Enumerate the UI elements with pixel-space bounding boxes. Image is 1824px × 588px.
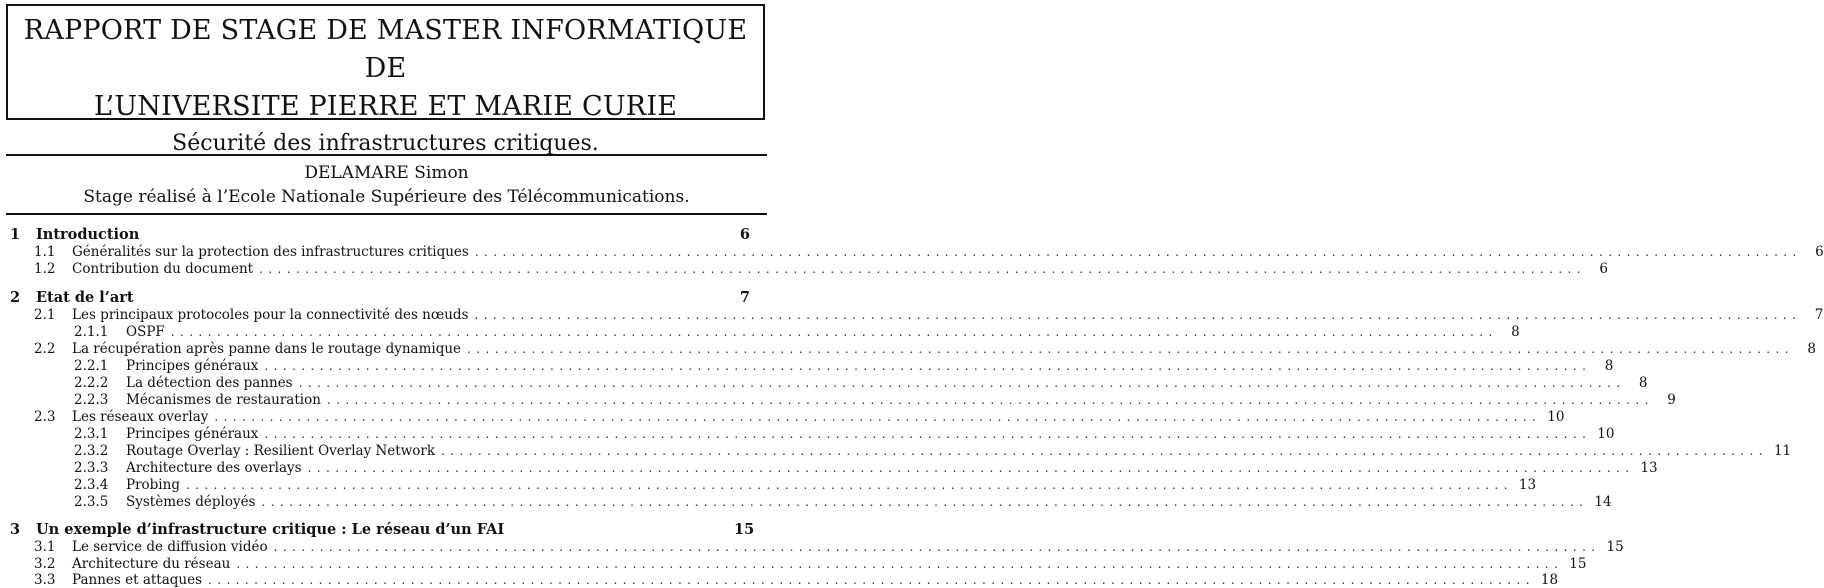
toc-page: 11 [1773, 443, 1792, 459]
leader-dots: ................................................................................................................................................ [214, 410, 1542, 424]
toc-number: 2.3.1 [74, 426, 109, 442]
toc-subsection-entry[interactable] [10, 392, 1676, 408]
toc-page: 15 [1606, 539, 1624, 555]
toc-page: 7 [739, 289, 750, 306]
toc-subsection-entry[interactable] [10, 426, 1615, 442]
internship-organization: Stage réalisé à l’Ecole Nationale Supérieure des Télécommunications. [83, 187, 690, 207]
toc-label: Principes généraux [126, 358, 259, 374]
toc-section-entry[interactable] [10, 341, 1816, 357]
toc-label: Systèmes déployés [126, 494, 256, 510]
toc-page: 8 [1638, 375, 1648, 391]
toc-subsection-entry[interactable] [10, 477, 1537, 493]
toc-label: Principes généraux [126, 426, 259, 442]
leader-dots: ................................................................................................................................................ [264, 359, 1592, 373]
toc-page: 10 [1547, 409, 1565, 425]
toc-label: La détection des pannes [126, 375, 293, 391]
toc-subsection-entry[interactable] [10, 494, 1612, 510]
toc-section-entry[interactable] [10, 409, 1565, 425]
toc-page: 18 [1540, 572, 1559, 588]
toc-label: Architecture du réseau [72, 556, 231, 572]
toc-number: 2 [10, 289, 21, 306]
bottom-rule [6, 213, 767, 215]
leader-dots: ................................................................................................................................................ [298, 376, 1626, 390]
toc-number: 3.2 [34, 556, 56, 572]
toc-label: Mécanismes de restauration [126, 392, 321, 408]
toc-label: Probing [126, 477, 180, 493]
report-title-line1: RAPPORT DE STAGE DE MASTER INFORMATIQUE DE [23, 15, 748, 84]
toc-number: 3 [10, 521, 21, 538]
toc-label: Contribution du document [72, 261, 254, 277]
toc-section-entry[interactable] [10, 261, 1608, 277]
toc-page: 7 [1814, 307, 1824, 323]
leader-dots: ................................................................................................................................................ [185, 478, 1513, 492]
top-rule [6, 154, 767, 156]
leader-dots: ................................................................................................................................................ [261, 495, 1589, 509]
leader-dots: ................................................................................................................................................ [236, 557, 1564, 571]
toc-chapter-entry[interactable] [10, 290, 750, 306]
toc-number: 1 [10, 226, 21, 243]
toc-label: Généralités sur la protection des infrastructures critiques [72, 244, 469, 260]
leader-dots: ................................................................................................................................................ [441, 444, 1768, 458]
leader-dots: ................................................................................................................................................ [273, 540, 1601, 554]
toc-page: 15 [1569, 556, 1587, 572]
leader-dots: ................................................................................................................................................ [474, 245, 1802, 259]
toc-label: Les réseaux overlay [72, 409, 209, 425]
toc-page: 15 [734, 521, 755, 538]
leader-dots: ................................................................................................................................................ [467, 342, 1794, 356]
toc-number: 2.3.3 [74, 460, 109, 476]
toc-number: 2.3.4 [74, 477, 109, 493]
toc-section-entry[interactable] [10, 556, 1587, 572]
toc-section-entry[interactable] [10, 572, 1559, 588]
toc-number: 1.1 [34, 244, 56, 260]
toc-page: 10 [1597, 426, 1615, 442]
leader-dots: ................................................................................................................................................ [264, 427, 1592, 441]
toc-number: 1.2 [34, 261, 56, 277]
leader-dots: ................................................................................................................................................ [208, 573, 1535, 587]
toc-label: OSPF [126, 324, 165, 340]
toc-number: 3.1 [34, 539, 56, 555]
toc-section-entry[interactable] [10, 539, 1624, 555]
toc-label: Un exemple d’infrastructure critique : Le réseau d’un FAI [36, 521, 505, 538]
toc-section-entry[interactable] [10, 307, 1824, 323]
author-name: DELAMARE Simon [304, 163, 469, 183]
report-subtitle: Sécurité des infrastructures critiques. [172, 131, 599, 156]
toc-number: 2.2.2 [74, 375, 109, 391]
toc-label: Introduction [36, 226, 140, 243]
toc-number: 2.2 [34, 341, 56, 357]
toc-label: Pannes et attaques [72, 572, 203, 588]
toc-label: La récupération après panne dans le routage dynamique [72, 341, 462, 357]
toc-number: 2.3.5 [74, 494, 109, 510]
toc-number: 2.3.2 [74, 443, 109, 459]
leader-dots: ................................................................................................................................................ [307, 461, 1635, 475]
toc-label: Les principaux protocoles pour la connectivité des nœuds [72, 307, 469, 323]
toc-label: Etat de l’art [36, 289, 134, 306]
toc-label: Architecture des overlays [126, 460, 302, 476]
toc-subsection-entry[interactable] [10, 460, 1658, 476]
toc-number: 2.3 [34, 409, 56, 425]
toc-number: 2.1 [34, 307, 56, 323]
toc-number: 3.3 [34, 572, 56, 588]
toc-subsection-entry[interactable] [10, 375, 1648, 391]
toc-page: 14 [1594, 494, 1612, 510]
toc-page: 13 [1518, 477, 1537, 493]
toc-label: Routage Overlay : Resilient Overlay Network [126, 443, 436, 459]
toc-number: 2.2.1 [74, 358, 109, 374]
toc-page: 8 [1807, 341, 1816, 357]
title-box [6, 4, 765, 156]
toc-number: 2.1.1 [74, 324, 109, 340]
toc-chapter-entry[interactable] [10, 521, 755, 538]
toc-subsection-entry[interactable] [10, 324, 1520, 340]
toc-page: 8 [1511, 324, 1520, 340]
toc-section-entry[interactable] [10, 244, 1824, 260]
leader-dots: ................................................................................................................................................ [170, 325, 1498, 339]
toc-page: 6 [739, 226, 750, 243]
toc-page: 8 [1604, 358, 1614, 374]
toc-page: 6 [1815, 244, 1824, 260]
toc-subsection-entry[interactable] [10, 358, 1614, 374]
toc-page: 13 [1640, 460, 1658, 476]
toc-page: 9 [1667, 392, 1676, 408]
leader-dots: ................................................................................................................................................ [326, 393, 1654, 407]
toc-subsection-entry[interactable] [10, 443, 1792, 459]
report-title-line2: L’UNIVERSITE PIERRE ET MARIE CURIE [93, 91, 678, 122]
leader-dots: ................................................................................................................................................ [474, 308, 1802, 322]
toc-chapter-entry[interactable] [10, 227, 750, 243]
toc-number: 2.2.3 [74, 392, 109, 408]
leader-dots: ................................................................................................................................................ [259, 262, 1586, 276]
toc-label: Le service de diffusion vidéo [72, 539, 268, 555]
toc-page: 6 [1599, 261, 1608, 277]
